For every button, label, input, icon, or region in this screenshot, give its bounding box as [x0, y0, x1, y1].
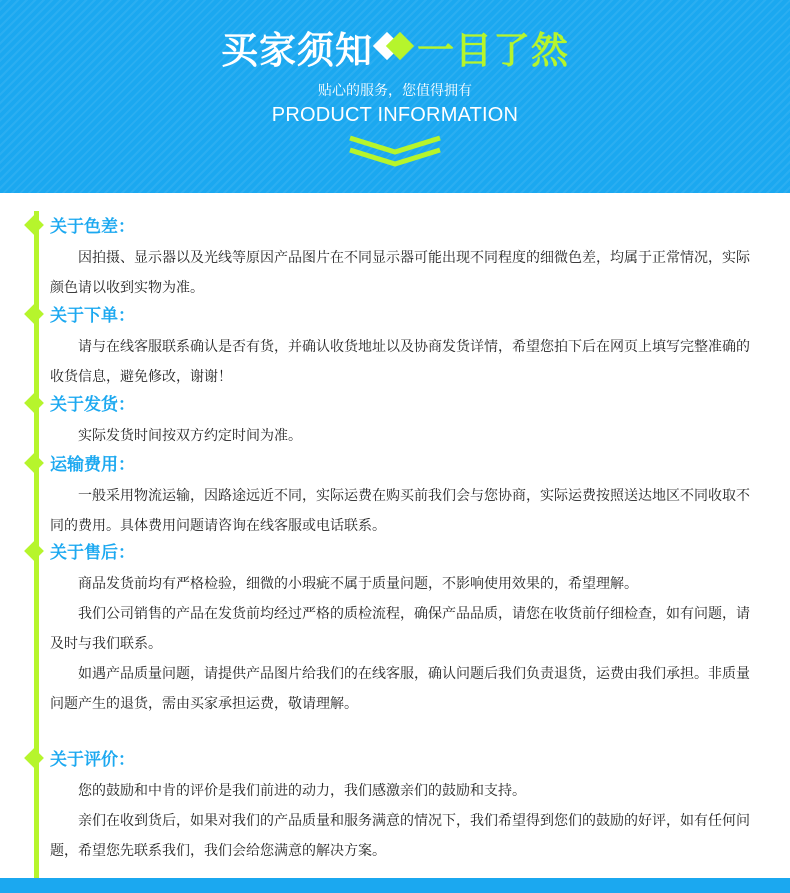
section-heading: 关于发货：	[50, 395, 135, 415]
title-part-1: 买家须知	[221, 29, 373, 72]
diamond-marker-icon	[24, 748, 44, 768]
section-paragraph: 亲们在收到货后，如果对我们的产品质量和服务满意的情况下，我们希望得到您们的鼓励的好评，如有任何问题，希望您先联系我们，我们会给您满意的解决方案。	[50, 813, 750, 859]
notice-content	[0, 193, 790, 878]
double-chevron-down-icon	[345, 134, 445, 176]
section-paragraph: 您的鼓励和中肯的评价是我们前进的动力，我们感激亲们的鼓励和支持。	[78, 783, 526, 799]
section-body	[50, 569, 750, 719]
header-banner	[0, 0, 790, 193]
section-paragraph: 请与在线客服联系确认是否有货，并确认收货地址以及协商发货详情，希望您拍下后在网页上填写完整准确的收货信息，避免修改，谢谢！	[50, 339, 750, 385]
diamond-marker-icon	[24, 541, 44, 561]
footer-bar	[0, 878, 790, 893]
section-paragraph: 实际发货时间按双方约定时间为准。	[78, 428, 302, 444]
section-paragraph: 我们公司销售的产品在发货前均经过严格的质检流程，确保产品品质，请您在收货前仔细检查，如有问题，请及时与我们联系。	[50, 606, 750, 652]
subtitle: 贴心的服务，您值得拥有	[318, 83, 472, 99]
section-body	[50, 421, 750, 451]
section-paragraph: 商品发货前均有严格检验，细微的小瑕疵不属于质量问题，不影响使用效果的，希望理解。	[78, 576, 638, 592]
diamond-marker-icon	[24, 304, 44, 324]
diamond-marker-icon	[24, 215, 44, 235]
section-heading: 关于色差：	[50, 217, 135, 237]
section-body	[50, 481, 750, 541]
section-heading: 关于下单：	[50, 306, 135, 326]
section-paragraph: 一般采用物流运输，因路途远近不同，实际运费在购买前我们会与您协商，实际运费按照送达地区不同收取不同的费用。具体费用问题请咨询在线客服或电话联系。	[50, 488, 750, 534]
section-paragraph: 因拍摄、显示器以及光线等原因产品图片在不同显示器可能出现不同程度的细微色差，均属于正常情况，实际颜色请以收到实物为准。	[50, 250, 750, 296]
section-body	[50, 243, 750, 303]
section-body	[50, 776, 750, 866]
diamond-marker-icon	[24, 453, 44, 473]
section-heading: 关于售后：	[50, 543, 135, 563]
page-title	[0, 22, 790, 72]
section-paragraph: 如遇产品质量问题，请提供产品图片给我们的在线客服，确认问题后我们负责退货，运费由我们承担。非质量问题产生的退货，需由买家承担运费，敬请理解。	[50, 666, 750, 712]
double-diamond-icon	[377, 30, 413, 64]
section-heading: 运输费用：	[50, 455, 135, 475]
diamond-marker-icon	[24, 393, 44, 413]
section-body	[50, 332, 750, 392]
section-heading: 关于评价：	[50, 750, 135, 770]
product-information-label: PRODUCT INFORMATION	[271, 104, 519, 126]
title-part-2: 一目了然	[417, 29, 569, 72]
